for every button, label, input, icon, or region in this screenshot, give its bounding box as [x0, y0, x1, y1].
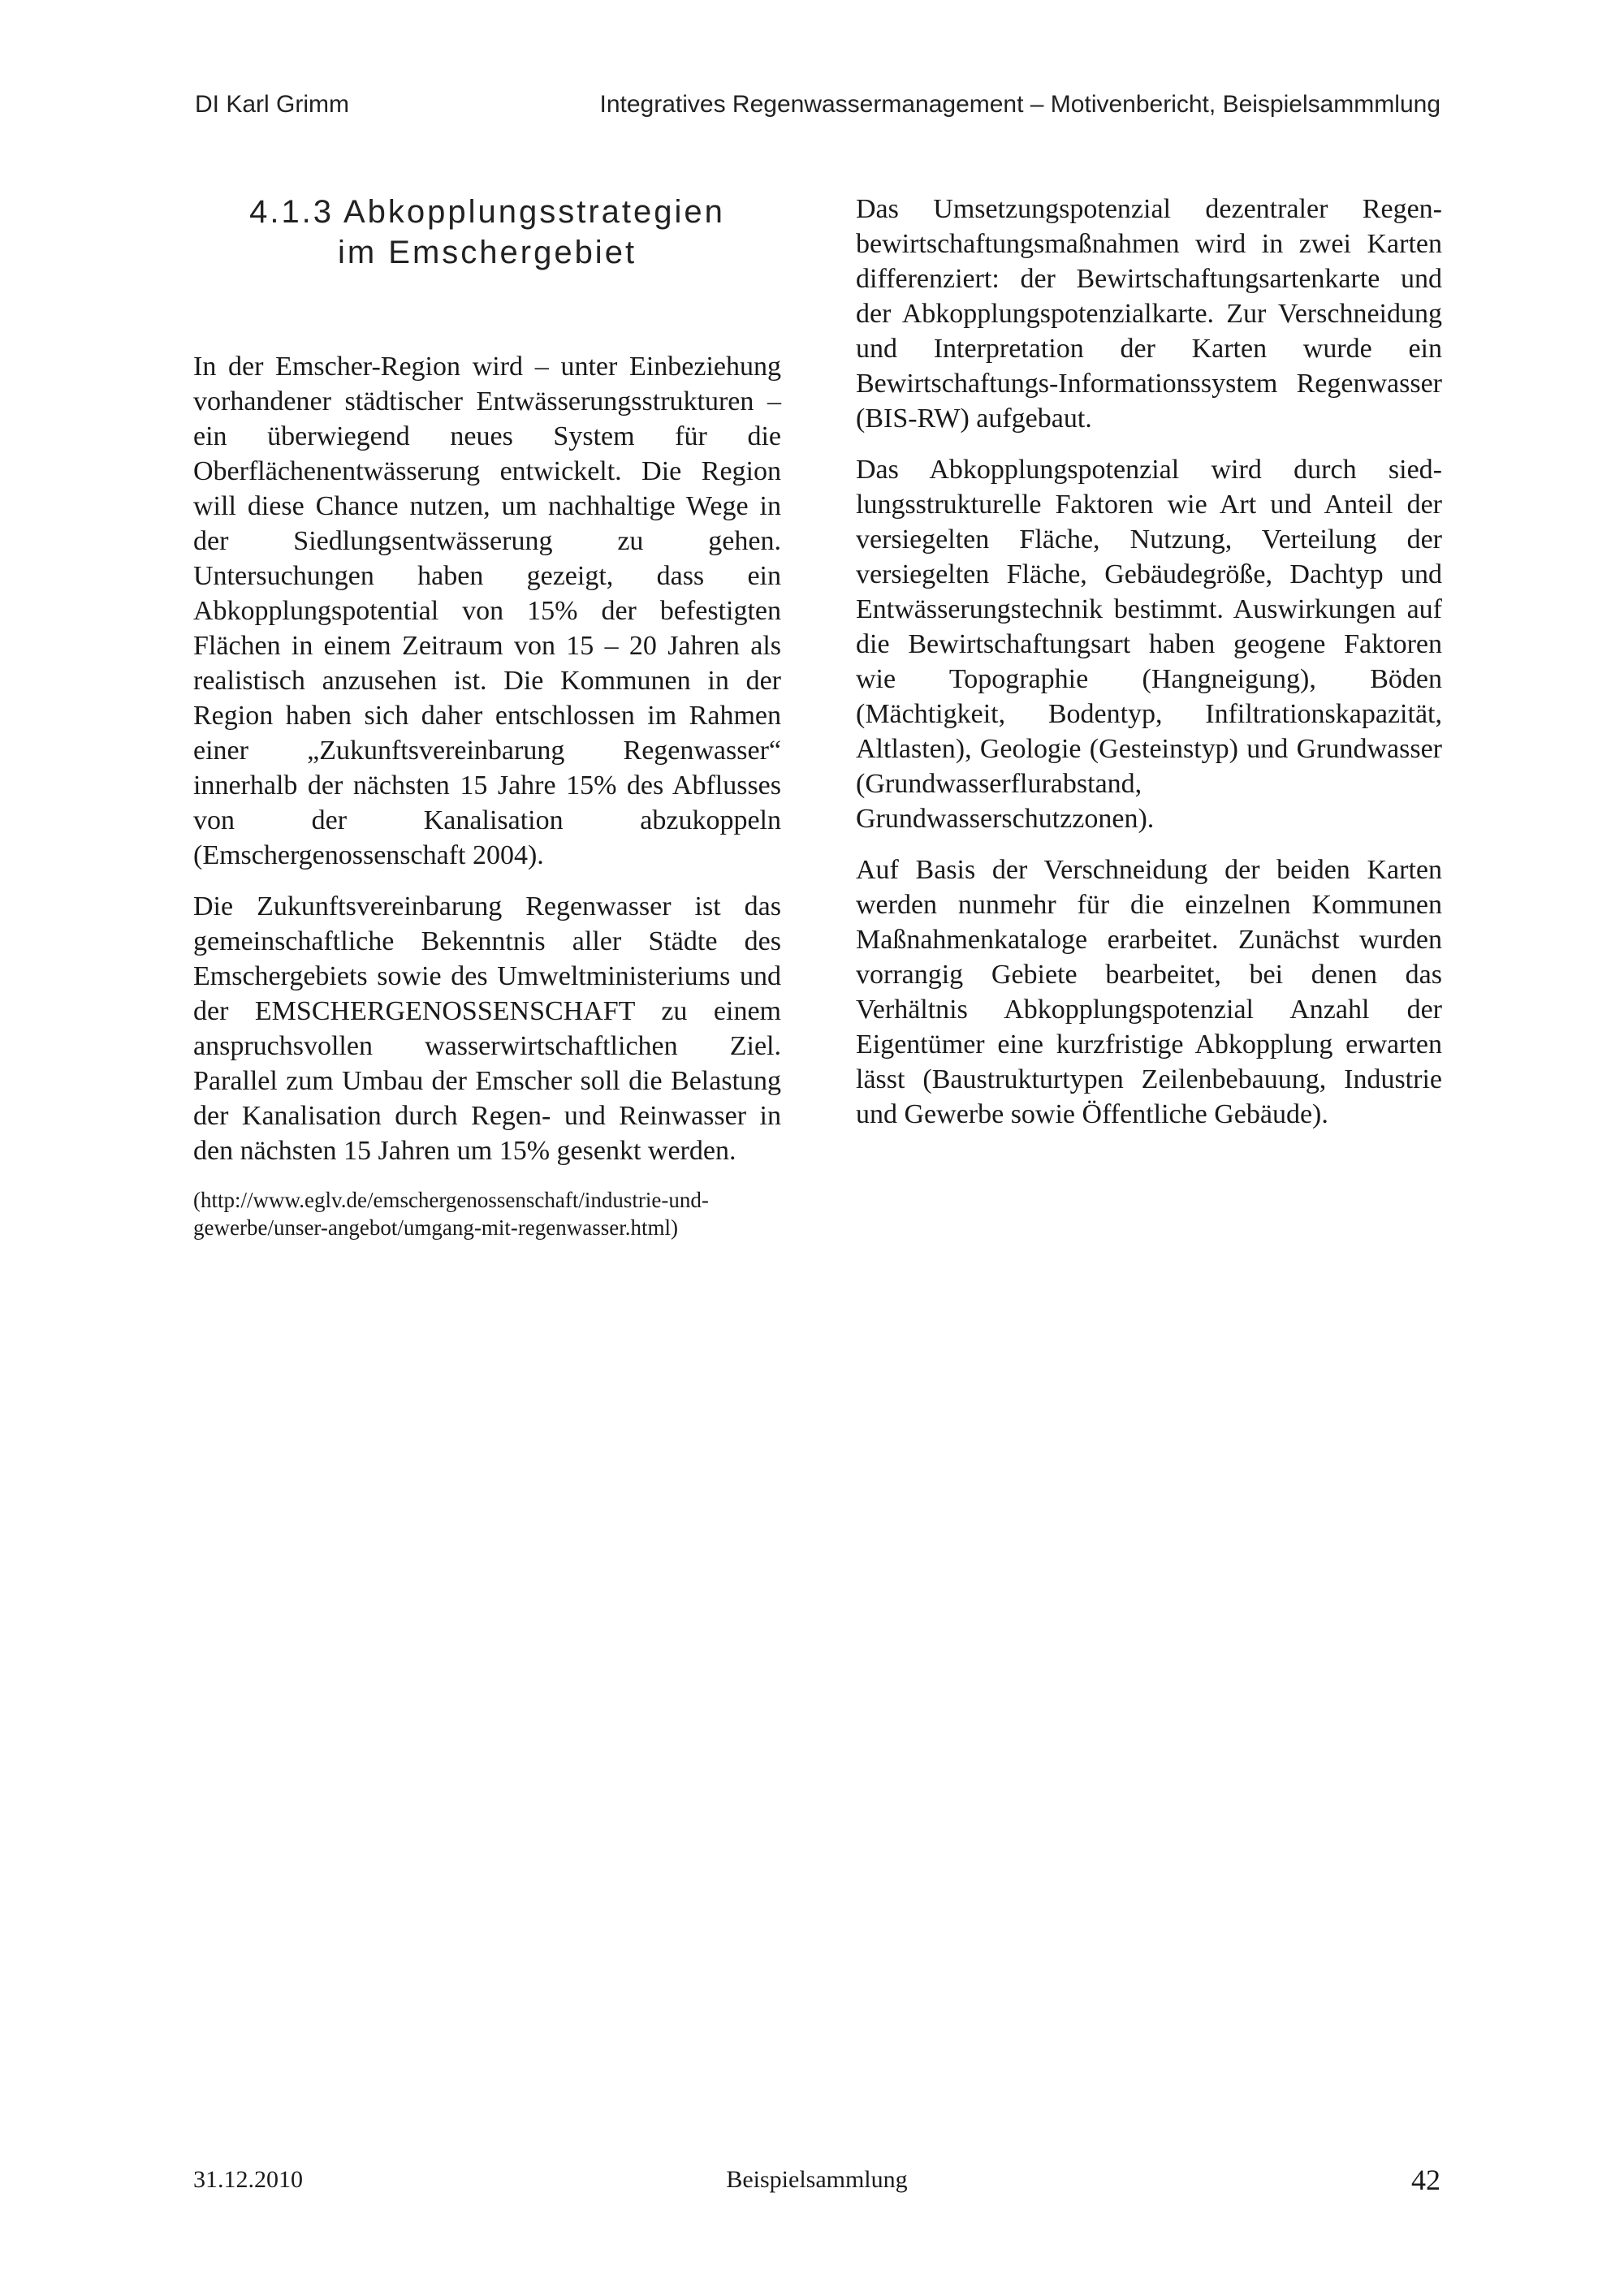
- left-column: [193, 192, 781, 1258]
- left-paragraph-1: In der Emscher-Region wird – unter Einbeziehung vorhandener städtischer Entwässerungsstrukturen – ein überwiegend neues System für die Oberflächenentwässerung entwickelt. Die Region will diese Chance nutzen, um nachhaltige Wege in der Siedlungsentwässerung zu gehen. Untersuchungen haben gezeigt, dass ein Abkopplungspotential von 15% der befestigten Flächen in einem Zeitraum von 15 – 20 Jahren als realistisch anzusehen ist. Die Kommunen in der Region haben sich daher entschlossen im Rahmen einer „Zukunftsvereinbarung Regenwasser“ innerhalb der nächsten 15 Jahre 15% des Abflusses von der Kanalisation abzukoppeln (Emschergenossenschaft 2004).: [193, 352, 781, 870]
- footer-date: 31.12.2010: [193, 2166, 303, 2193]
- source-url: (http://www.eglv.de/emschergenossenschaft/industrie-und-gewerbe/unser-angebot/umgang-mit-regenwasser.html): [193, 1188, 709, 1240]
- page-header: [195, 91, 1440, 132]
- page-footer: [193, 2160, 1440, 2208]
- right-column: [856, 192, 1442, 1148]
- page-number: 42: [1411, 2164, 1440, 2196]
- section-heading: [193, 192, 781, 273]
- header-author: DI Karl Grimm: [195, 91, 349, 118]
- footer-title: Beispielsammlung: [726, 2166, 908, 2193]
- right-paragraph-3: Auf Basis der Verschneidung der beiden Karten werden nunmehr für die einzelnen Kommunen Maßnahmenkataloge erarbeitet. Zunächst wurden vorrangig Gebiete bearbeitet, bei denen das Verhältnis Abkopplungspotenzial Anzahl der Eigentümer eine kurzfristige Abkopplung erwarten lässt (Baustrukturtypen Zeilenbebauung, Industrie und Gewerbe sowie Öffentliche Gebäude).: [856, 855, 1442, 1129]
- right-paragraph-1: Das Umsetzungspotenzial dezentraler Regenbewirtschaftungsmaßnahmen wird in zwei Karten differenziert: der Bewirtschaftungsartenkarte und der Abkopplungspotenzialkarte. Zur Verschneidung und Interpretation der Karten wurde ein Bewirtschaftungs-Informationssystem Regenwasser (BIS-RW) aufgebaut.: [856, 194, 1442, 434]
- right-paragraph-2: Das Abkopplungspotenzial wird durch siedlungsstrukturelle Faktoren wie Art und Anteil der versiegelten Fläche, Nutzung, Verteilung der versiegelten Fläche, Gebäudegröße, Dachtyp und Entwässerungstechnik bestimmt. Auswirkungen auf die Bewirtschaftungsart haben geogene Faktoren wie Topographie (Hangneigung), Böden (Mächtigkeit, Bodentyp, Infiltrationskapazität, Altlasten), Geologie (Gesteinstyp) und Grundwasser (Grundwasserflurabstand, Grundwasserschutzzonen).: [856, 455, 1442, 834]
- section-heading-line-1: 4.1.3 Abkopplungsstrategien: [249, 194, 725, 230]
- left-paragraph-2: Die Zukunftsvereinbarung Regenwasser ist das gemeinschaftliche Bekenntnis aller Städte des Emschergebiets sowie des Umweltministeriums und der EMSCHERGENOSSENSCHAFT zu einem anspruchsvollen wasserwirtschaftlichen Ziel. Parallel zum Umbau der Emscher soll die Belastung der Kanalisation durch Regen- und Reinwasser in den nächsten 15 Jahren um 15% gesenkt werden.: [193, 891, 781, 1166]
- header-title: Integratives Regenwassermanagement – Motivenbericht, Beispielsammmlung: [599, 91, 1440, 118]
- section-heading-line-2: im Emschergebiet: [337, 235, 637, 270]
